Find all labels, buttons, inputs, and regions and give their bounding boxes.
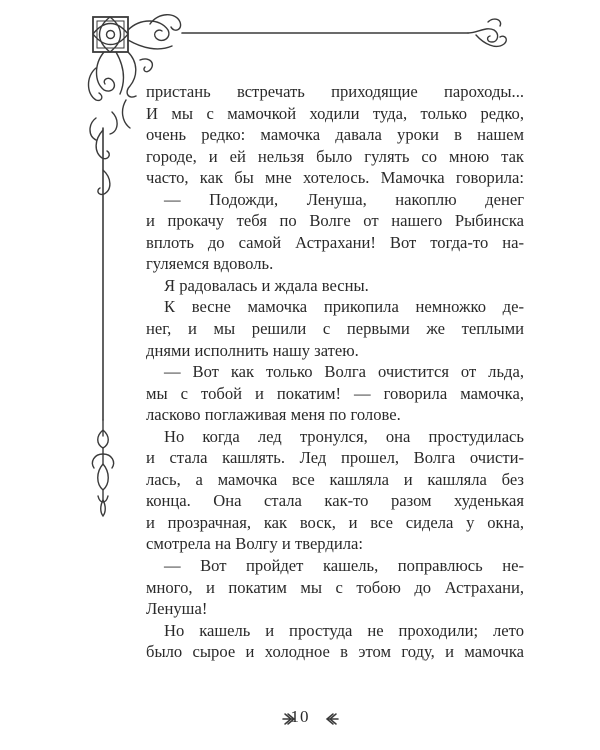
text-line: городе, и ей нельзя было гулять со мною так [146, 146, 524, 166]
fleur-ornament-icon [92, 420, 113, 516]
top-end-swirl-icon [468, 19, 506, 46]
text-line: много, и покатим мы с тобою до Астрахани, [146, 577, 524, 597]
text-line: смотрела на Волгу и твердила: [146, 534, 363, 554]
text-line: вплоть до самой Астрахани! Вот тогда-то на- [146, 232, 524, 252]
text-line: К весне мамочка прикопила немножко де- [164, 297, 524, 317]
text-line: Но кашель и простуда не проходили; лето [164, 620, 524, 640]
text-line: и стала кашлять. Лед прошел, Волга очисти- [146, 448, 524, 468]
text-line: Но когда лед тронулся, она простудилась [164, 426, 524, 446]
text-line: лась, а мамочка все кашляла и кашляла без [146, 469, 524, 489]
text-line: часто, как бы мне хотелось. Мамочка говорила: [146, 168, 524, 188]
page-footer [0, 707, 600, 727]
text-line: Я радовалась и ждала весны. [164, 275, 369, 295]
text-line: Ленуша! [146, 599, 208, 619]
body-text [146, 81, 524, 663]
text-line: И мы с мамочкой ходили туда, только редко, [146, 103, 524, 123]
text-line: ласково поглаживая меня по голове. [146, 405, 401, 425]
text-line: — Вот как только Волга очистится от льда, [164, 362, 524, 382]
text-line: нег, и мы решили с первыми же теплыми [146, 319, 524, 339]
text-line: днями исполнить нашу затею. [146, 340, 359, 360]
text-line: и прозрачная, как воск, и все сидела у окна, [146, 512, 524, 532]
text-line: пристань встречать приходящие пароходы... [146, 82, 524, 101]
text-line: — Подожди, Ленуша, накоплю денег [164, 189, 524, 209]
text-line: конца. Она стала как-то разом худенькая [146, 491, 524, 511]
text-line: — Вот пройдет кашель, поправлюсь не- [164, 556, 524, 576]
text-line: и прокачу тебя по Волге от нашего Рыбинска [146, 211, 524, 231]
page-number: 10 [290, 707, 310, 726]
text-line: очень редко: мамочка давала уроки в нашем [146, 125, 524, 145]
text-line: гуляемся вдоволь. [146, 254, 274, 274]
text-line: было сырое и холодное в этом году, и мамочка [146, 642, 524, 662]
text-line: мы с тобой и покатим! — говорила мамочка, [146, 383, 524, 403]
